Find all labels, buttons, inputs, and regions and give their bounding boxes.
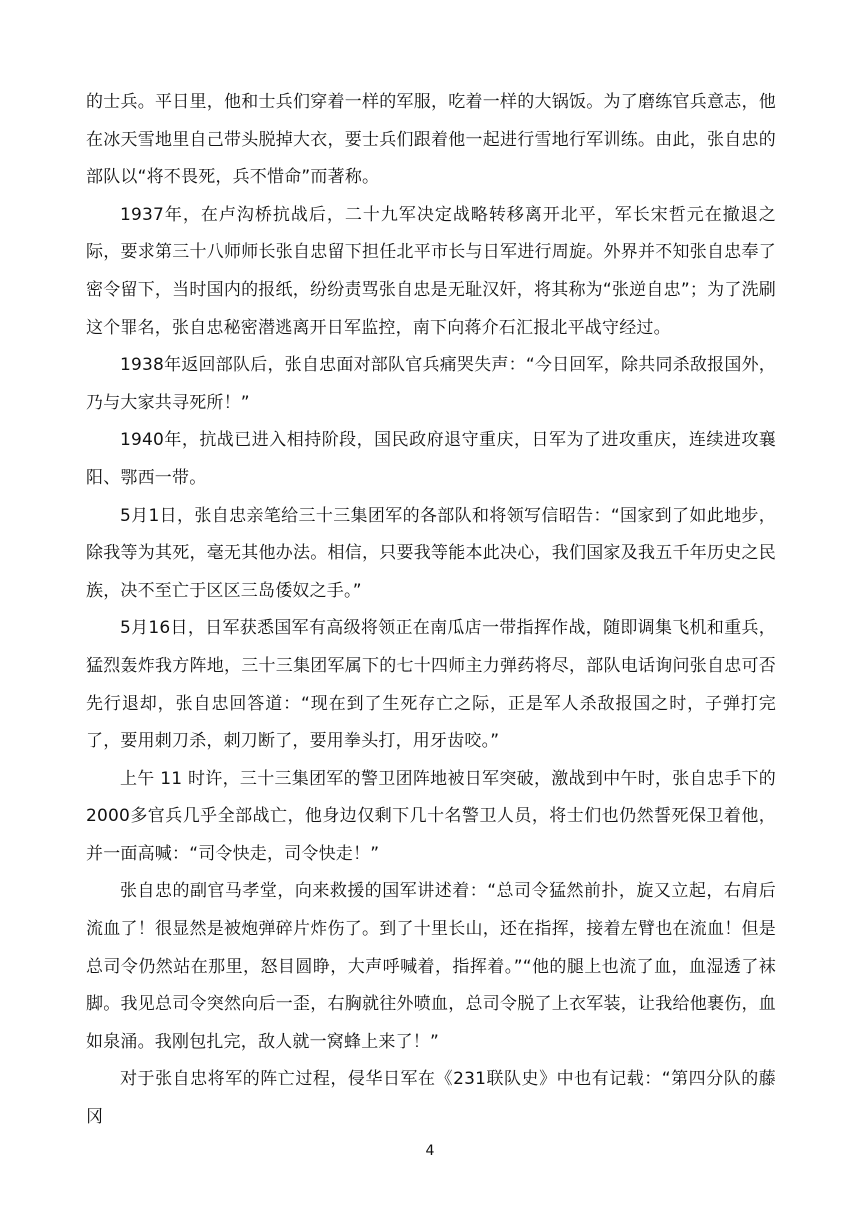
paragraph-1: 的士兵。平日里，他和士兵们穿着一样的军服，吃着一样的大锅饭。为了磨练官兵意志，他在冰天雪地里自己带头脱掉大衣，要士兵们跟着他一起进行雪地行军训练。由此，张自忠的部队以“将不畏死，兵不惜命”而著称。 [86,92,776,188]
paragraph-3: 1938年返回部队后，张自忠面对部队官兵痛哭失声：“今日回军，除共同杀敌报国外，乃与大家共寻死所！” [86,355,776,413]
paragraph-6: 5月16日，日军获悉国军有高级将领正在南瓜店一带指挥作战，随即调集飞机和重兵，猛烈轰炸我方阵地，三十三集团军属下的七十四师主力弹药将尽，部队电话询问张自忠可否先行退却，张自忠回答道：“现在到了生死存亡之际，正是军人杀敌报国之时，子弹打完了，要用刺刀杀，刺刀断了，要用拳头打，用牙齿咬。” [86,618,776,752]
paragraph-5: 5月1日，张自忠亲笔给三十三集团军的各部队和将领写信昭告：“国家到了如此地步，除我等为其死，毫无其他办法。相信，只要我等能本此决心，我们国家及我五千年历史之民族，决不至亡于区区三岛倭奴之手。” [86,505,776,601]
paragraph-2: 1937年，在卢沟桥抗战后，二十九军决定战略转移离开北平，军长宋哲元在撤退之际，要求第三十八师师长张自忠留下担任北平市长与日军进行周旋。外界并不知张自忠奉了密令留下，当时国内的报纸，纷纷责骂张自忠是无耻汉奸，将其称为“张逆自忠”；为了洗刷这个罪名，张自忠秘密潜逃离开日军监控，南下向蒋介石汇报北平战守经过。 [86,204,776,338]
paragraph-8: 张自忠的副官马孝堂，向来救援的国军讲述着：“总司令猛然前扑，旋又立起，右肩后流血了！很显然是被炮弹碎片炸伤了。到了十里长山，还在指挥，接着左臂也在流血！但是总司令仍然站在那里，怒目圆睁，大声呼喊着，指挥着。”“他的腿上也流了血，血湿透了袜脚。我见总司令突然向后一歪，右胸就往外喷血，总司令脱了上衣军装，让我给他裹伤，血如泉涌。我刚包扎完，敌人就一窝蜂上来了！” [86,881,776,1052]
paragraph-7: 上午 11 时许，三十三集团军的警卫团阵地被日军突破，激战到中午时，张自忠手下的2000多官兵几乎全部战亡，他身边仅剩下几十名警卫人员，将士们也仍然誓死保卫着他，并一面高喊：“司令快走，司令快走！” [86,768,776,864]
page-number: 4 [425,1143,435,1159]
paragraph-9: 对于张自忠将军的阵亡过程，侵华日军在《231联队史》中也有记载：“第四分队的藤冈 [86,1069,776,1128]
paragraph-4: 1940年，抗战已进入相持阶段，国民政府退守重庆，日军为了进攻重庆，连续进攻襄阳、鄂西一带。 [86,430,776,488]
document-body [86,84,776,1137]
